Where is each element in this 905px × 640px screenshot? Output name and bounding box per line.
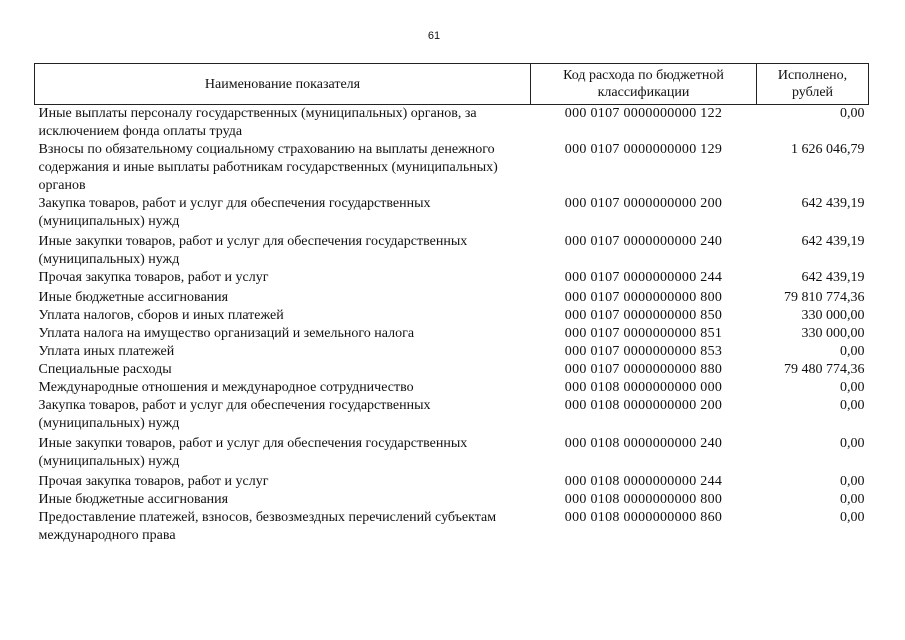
page-number: 61 (427, 30, 441, 42)
row-indicator-name: Иные выплаты персоналу государственных (муниципальных) органов, за исключением фонда оплаты труда (38, 106, 477, 139)
row-executed-amount: 642 439,19 (801, 234, 865, 249)
row-executed-amount: 0,00 (840, 474, 865, 489)
table-header (35, 64, 869, 105)
table-row (35, 325, 869, 343)
row-indicator-name: Специальные расходы (38, 362, 172, 377)
row-executed-amount: 79 810 774,36 (784, 290, 865, 305)
row-budget-code: 000 0107 0000000000 880 (564, 362, 723, 377)
row-indicator-name: Международные отношения и международное сотрудничество (38, 380, 414, 395)
row-executed-amount: 330 000,00 (801, 308, 865, 323)
row-budget-code: 000 0108 0000000000 000 (564, 380, 723, 395)
row-indicator-name: Прочая закупка товаров, работ и услуг (38, 474, 269, 489)
header-budget-code: Код расхода по бюджетной классификации (531, 64, 757, 105)
row-budget-code: 000 0107 0000000000 129 (564, 142, 723, 157)
row-budget-code: 000 0108 0000000000 860 (564, 510, 723, 525)
table-row (35, 105, 869, 142)
row-indicator-name: Уплата налога на имущество организаций и земельного налога (38, 326, 415, 341)
table-row (35, 269, 869, 289)
table-row (35, 379, 869, 397)
row-budget-code: 000 0107 0000000000 244 (564, 270, 723, 285)
row-indicator-name: Иные закупки товаров, работ и услуг для обеспечения государственных (муниципальных) нужд (38, 234, 468, 267)
table-row (35, 195, 869, 233)
row-budget-code: 000 0108 0000000000 244 (564, 474, 723, 489)
table-row (35, 343, 869, 361)
row-budget-code: 000 0107 0000000000 851 (564, 326, 723, 341)
row-indicator-name: Иные бюджетные ассигнования (38, 290, 229, 305)
row-indicator-name: Закупка товаров, работ и услуг для обеспечения государственных (муниципальных) нужд (38, 196, 431, 229)
row-executed-amount: 0,00 (840, 510, 865, 525)
row-executed-amount: 0,00 (840, 380, 865, 395)
row-budget-code: 000 0107 0000000000 853 (564, 344, 723, 359)
row-executed-amount: 1 626 046,79 (791, 142, 865, 157)
row-executed-amount: 0,00 (840, 492, 865, 507)
table-row (35, 233, 869, 269)
row-executed-amount: 642 439,19 (801, 270, 865, 285)
table-row (35, 307, 869, 325)
table-row (35, 289, 869, 307)
row-indicator-name: Прочая закупка товаров, работ и услуг (38, 270, 269, 285)
row-budget-code: 000 0107 0000000000 200 (564, 196, 723, 211)
table-body (35, 105, 869, 546)
table-row (35, 141, 869, 195)
row-indicator-name: Уплата налогов, сборов и иных платежей (38, 308, 284, 323)
row-executed-amount: 642 439,19 (801, 196, 865, 211)
row-budget-code: 000 0108 0000000000 800 (564, 492, 723, 507)
header-executed-amount: Исполнено, рублей (757, 64, 869, 105)
row-budget-code: 000 0107 0000000000 850 (564, 308, 723, 323)
table-row (35, 491, 869, 509)
table-row (35, 397, 869, 435)
row-budget-code: 000 0108 0000000000 200 (564, 398, 723, 413)
row-executed-amount: 0,00 (840, 106, 865, 121)
row-executed-amount: 330 000,00 (801, 326, 865, 341)
table-row (35, 509, 869, 545)
row-budget-code: 000 0108 0000000000 240 (564, 436, 723, 451)
row-indicator-name: Предоставление платежей, взносов, безвозмездных перечислений субъектам международного права (38, 510, 497, 543)
row-indicator-name: Иные бюджетные ассигнования (38, 492, 229, 507)
row-budget-code: 000 0107 0000000000 122 (564, 106, 723, 121)
header-indicator-name: Наименование показателя (35, 64, 531, 105)
table-row (35, 473, 869, 491)
table-row (35, 435, 869, 473)
row-executed-amount: 0,00 (840, 436, 865, 451)
row-indicator-name: Закупка товаров, работ и услуг для обеспечения государственных (муниципальных) нужд (38, 398, 431, 431)
row-indicator-name: Взносы по обязательному социальному страхованию на выплаты денежного содержания и иные выплаты работникам государственных (муниципальных) органов (38, 142, 498, 193)
table-row (35, 361, 869, 379)
row-executed-amount: 0,00 (840, 344, 865, 359)
row-executed-amount: 79 480 774,36 (784, 362, 865, 377)
row-indicator-name: Иные закупки товаров, работ и услуг для обеспечения государственных (муниципальных) нужд (38, 436, 468, 469)
row-budget-code: 000 0107 0000000000 240 (564, 234, 723, 249)
row-indicator-name: Уплата иных платежей (38, 344, 175, 359)
row-budget-code: 000 0107 0000000000 800 (564, 290, 723, 305)
budget-execution-table (34, 63, 869, 545)
row-executed-amount: 0,00 (840, 398, 865, 413)
